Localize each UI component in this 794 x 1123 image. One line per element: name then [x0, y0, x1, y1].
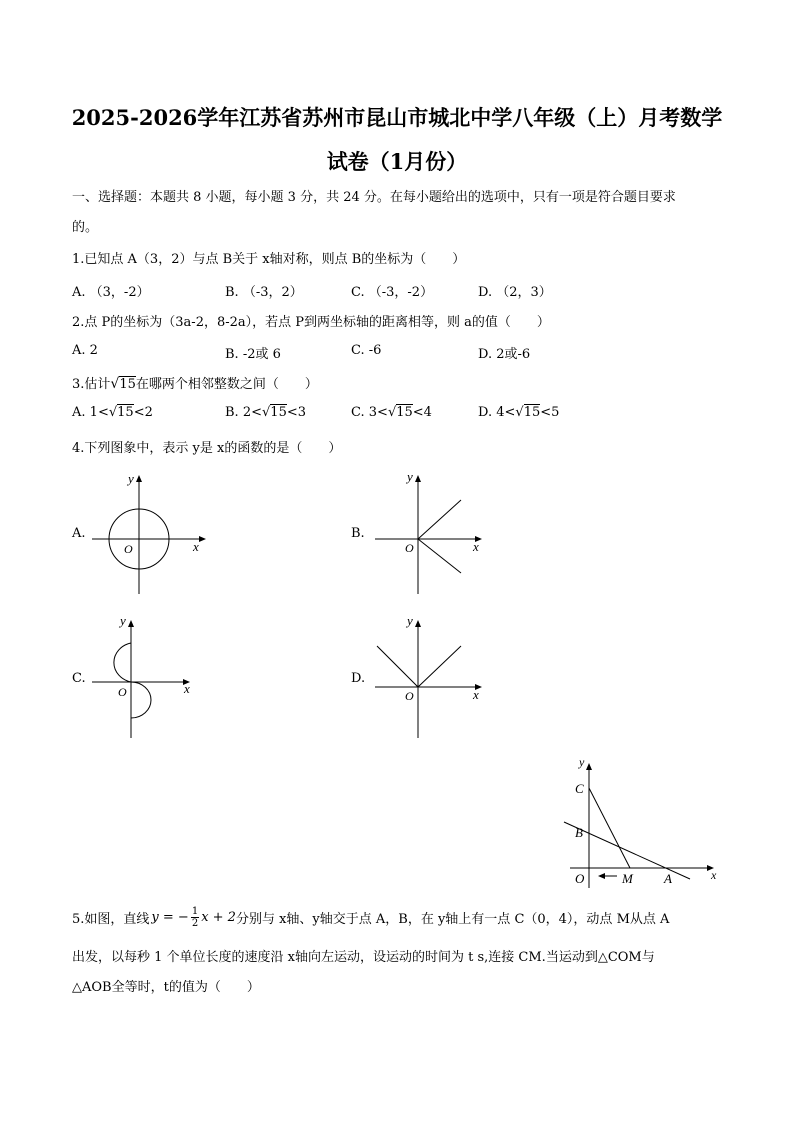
point-m-label: M — [622, 871, 633, 886]
y-label: y — [120, 613, 126, 628]
x-label: x — [184, 681, 190, 696]
section-heading-cont: 的。 — [72, 220, 99, 235]
x-label: x — [473, 687, 479, 702]
q4-graph-b — [365, 466, 495, 596]
y-label: y — [128, 471, 134, 486]
origin-label: O — [405, 689, 414, 703]
point-c-label: C — [575, 781, 584, 796]
question-3-stem — [72, 373, 318, 392]
q2-option-d: D. 2或-6 — [478, 347, 531, 362]
q2-option-c: C. -6 — [351, 343, 382, 358]
paper-title-line2: 试卷（1月份） — [326, 149, 468, 174]
origin-label: O — [124, 542, 133, 556]
q5-eq-lhs: y = − — [151, 910, 189, 925]
q4-graph-a — [88, 466, 218, 596]
lower-arc-curve — [131, 682, 151, 718]
paper-title-line1: 2025-2026学年江苏省苏州市昆山市城北中学八年级（上）月考数学 — [71, 105, 723, 130]
origin-label: O — [118, 685, 127, 699]
q3-stem-post: 在哪两个相邻整数之间（ ） — [135, 377, 318, 392]
origin-label: O — [405, 541, 414, 555]
q3-option-c: C. 3<√15<4 — [351, 405, 432, 420]
y-arrow-icon — [586, 763, 592, 770]
fig-y-label: y — [579, 755, 585, 769]
q3-radicand: 15 — [119, 377, 136, 392]
y-arrow-icon — [128, 620, 134, 627]
y-arrow-icon — [415, 620, 421, 627]
q3-stem-pre: 3.估计 — [72, 377, 111, 392]
point-b-label: B — [575, 825, 583, 840]
fig-x-label: x — [711, 868, 717, 882]
point-a-label: A — [664, 871, 672, 886]
q1-option-a: A. （3，-2） — [72, 285, 150, 300]
q4-graph-d — [365, 610, 495, 745]
q3-option-d: D. 4<√15<5 — [478, 405, 560, 420]
q1-option-c: C. （-3，-2） — [351, 285, 434, 300]
q1-option-b: B. （-3，2） — [225, 285, 303, 300]
q5-frac-den: 2 — [191, 918, 199, 929]
q5-figure — [560, 755, 730, 895]
question-4-stem: 4.下列图象中，表示 y是 x的函数的是（ ） — [72, 441, 342, 456]
x-label: x — [473, 539, 479, 554]
question-2-stem: 2.点 P的坐标为（3a-2，8-2a），若点 P到两坐标轴的距离相等，则 a的值（ ） — [72, 315, 550, 330]
question-5-line1 — [72, 906, 669, 929]
question-5-line3: △AOB全等时，t的值为（ ） — [72, 980, 260, 995]
q5-line1-post: 分别与 x轴、y轴交于点 A，B，在 y轴上有一点 C（0，4），动点 M从点 A — [235, 912, 670, 927]
y-label: y — [407, 613, 413, 628]
q4-option-b-label: B. — [351, 526, 365, 541]
q5-eq-rhs: x + 2 — [201, 910, 236, 925]
q1-option-d: D. （2，3） — [478, 285, 552, 300]
y-label: y — [407, 469, 413, 484]
x-arrow-icon — [199, 536, 206, 542]
q4-option-d-label: D. — [351, 671, 366, 686]
left-ray — [377, 646, 418, 687]
x-label: x — [193, 539, 199, 554]
segment-cm — [589, 788, 630, 868]
sqrt-sign: √ — [110, 376, 120, 392]
right-ray — [418, 646, 461, 687]
point-o-label: O — [575, 871, 585, 886]
y-arrow-icon — [415, 475, 421, 482]
q2-option-a: A. 2 — [72, 343, 98, 358]
q4-option-a-label: A. — [72, 526, 86, 541]
lower-ray — [418, 539, 461, 573]
q4-option-c-label: C. — [72, 671, 86, 686]
upper-ray — [418, 500, 461, 539]
q3-option-b: B. 2<√15<3 — [225, 405, 307, 420]
q2-option-b: B. -2或 6 — [225, 347, 281, 362]
q5-line1-pre: 5.如图，直线 — [72, 912, 150, 927]
upper-arc-curve — [114, 643, 131, 682]
question-1-stem: 1.已知点 A（3，2）与点 B关于 x轴对称，则点 B的坐标为（ ） — [72, 252, 466, 267]
q5-fraction — [191, 906, 199, 929]
q3-option-a: A. 1<√15<2 — [72, 405, 153, 420]
question-5-line2: 出发，以每秒 1 个单位长度的速度沿 x轴向左运动，设运动的时间为 t s,连接 CM.当运动到△COM与 — [72, 950, 655, 965]
q4-graph-c — [88, 610, 218, 745]
q5-frac-num: 1 — [191, 906, 199, 917]
y-arrow-icon — [136, 475, 142, 482]
left-arrow-icon — [598, 873, 605, 879]
section-heading: 一、选择题：本题共 8 小题，每小题 3 分，共 24 分。在每小题给出的选项中，只有一项是符合题目要求 — [72, 190, 676, 205]
